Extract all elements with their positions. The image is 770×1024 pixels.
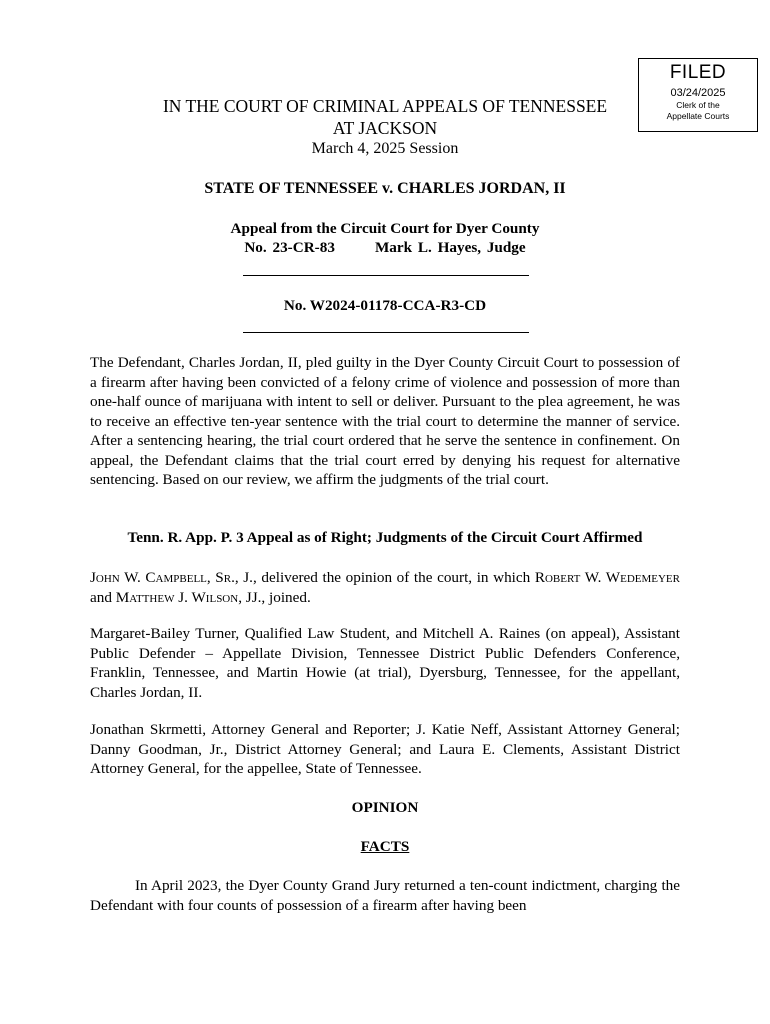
disposition: Tenn. R. App. P. 3 Appeal as of Right; Judgments of the Circuit Court Affirmed bbox=[127, 529, 643, 546]
appeal-from: Appeal from the Circuit Court for Dyer County bbox=[230, 220, 540, 237]
appellate-case-number: No. W2024-01178-CCA-R3-CD bbox=[283, 297, 487, 314]
authorship-paragraph bbox=[90, 568, 680, 607]
divider-top bbox=[243, 275, 529, 276]
counsel-appellant: Margaret-Bailey Turner, Qualified Law Student, and Mitchell A. Raines (on appeal), Assistant Public Defender – Appellate Division, Tennessee District Public Defenders Conference, Franklin, Tennessee, and Martin Howie (at trial), Dyersburg, Tennessee, for the appellant, Charles Jordan, II. bbox=[90, 625, 680, 701]
stamp-title: FILED bbox=[669, 62, 727, 83]
trial-case-number: No. 23-CR-83 bbox=[244, 239, 335, 256]
facts-heading: FACTS bbox=[360, 838, 410, 855]
facts-paragraph: In April 2023, the Dyer County Grand Jury returned a ten-count indictment, charging the Defendant with four counts of possession of a firearm after having been bbox=[90, 877, 680, 914]
panel-judge-wilson: Matthew J. Wilson bbox=[115, 588, 239, 606]
stamp-clerk-line: Clerk of the bbox=[676, 100, 720, 110]
divider-bottom bbox=[243, 332, 529, 333]
author-judge: John W. Campbell, Sr., J., bbox=[90, 569, 257, 586]
case-title: STATE OF TENNESSEE v. CHARLES JORDAN, II bbox=[204, 180, 566, 197]
case-summary: The Defendant, Charles Jordan, II, pled guilty in the Dyer County Circuit Court to possession of a firearm after having been convicted of a felony crime of violence and possession of more than one-half ounce of marijuana with intent to sell or deliver. Pursuant to the plea agreement, he was to receive an effective ten-year sentence with the trial court to determine the manner of service. After a sentencing hearing, the trial court ordered that he serve the sentence in confinement. On appeal, the Defendant claims that the trial court erred by denying his request for alternative sentencing. Based on our review, we affirm the judgments of the trial court. bbox=[90, 354, 680, 488]
trial-judge: Mark L. Hayes, Judge bbox=[374, 239, 526, 256]
stamp-date: 03/24/2025 bbox=[670, 87, 726, 99]
panel-judge-wedemeyer: Robert W. Wedemeyer bbox=[534, 569, 680, 586]
counsel-appellee: Jonathan Skrmetti, Attorney General and Reporter; J. Katie Neff, Assistant Attorney General; Danny Goodman, Jr., District Attorney General; and Laura E. Clements, Assistant District Attorney General, for the appellee, State of Tennessee. bbox=[90, 721, 680, 777]
authorship-ending: , JJ., joined. bbox=[238, 588, 311, 606]
stamp-courts-line: Appellate Courts bbox=[666, 111, 730, 121]
court-location: AT JACKSON bbox=[332, 118, 438, 138]
session-date: March 4, 2025 Session bbox=[311, 140, 459, 157]
authorship-text: delivered the opinion of the court, in which bbox=[256, 569, 535, 586]
trial-court-line bbox=[90, 239, 680, 257]
opinion-heading: OPINION bbox=[351, 799, 419, 816]
authorship-conjunction: and bbox=[90, 588, 116, 606]
court-name: IN THE COURT OF CRIMINAL APPEALS OF TENNESSEE bbox=[162, 96, 608, 116]
